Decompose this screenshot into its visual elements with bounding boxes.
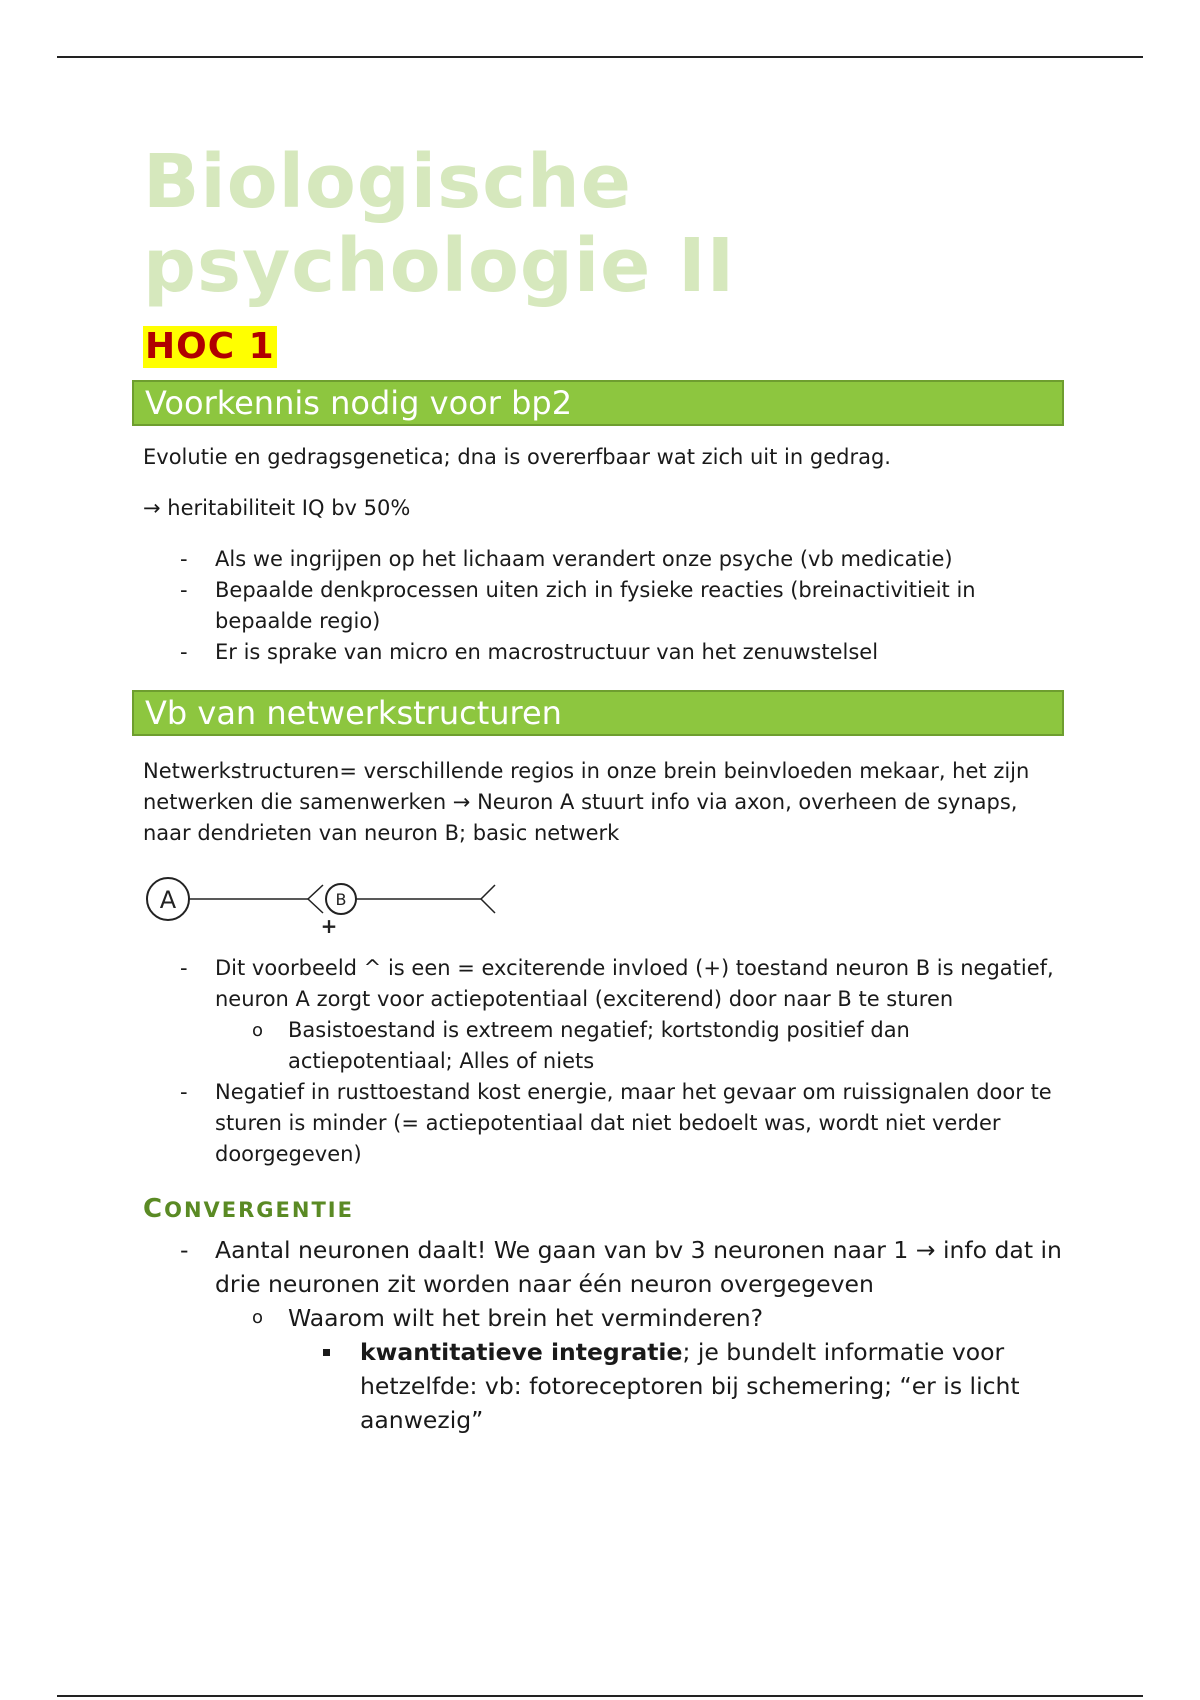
list-item: - Negatief in rusttoestand kost energie, maar het gevaar om ruissignalen door te sturen is minder (= actiepotentiaal dat niet bedoelt was, wordt niet verder doorgegeven) — [143, 1077, 1068, 1170]
list-item-text: Aantal neuronen daalt! We gaan van bv 3 neuronen naar 1 → info dat in drie neuronen zit worden naar één neuron overgegeven — [215, 1236, 1062, 1298]
excitatory-sign: + — [320, 914, 338, 938]
neuron-network-diagram — [143, 877, 503, 939]
axon-b-terminal — [481, 885, 495, 913]
subheading-initial: C — [143, 1194, 165, 1224]
bullet-list-netwerk — [143, 953, 1068, 1170]
paragraph-heritabiliteit: → heritabiliteit IQ bv 50% — [143, 496, 411, 520]
section-heading-voorkennis: Voorkennis nodig voor bp2 — [132, 380, 1064, 426]
sub-list — [215, 1301, 1068, 1437]
term-explanation: ; je bundelt informatie voor hetzelfde: vb: fotoreceptoren bij schemering; “er is licht aanwezig” — [360, 1338, 1020, 1434]
document-title — [143, 140, 1068, 308]
bullet-list-voorkennis — [143, 544, 1068, 668]
sub-sub-list — [288, 1335, 1068, 1437]
list-item: - Er is sprake van micro en macrostructuur van het zenuwstelsel — [143, 637, 1068, 668]
subheading-rest: ONVERGENTIE — [164, 1198, 354, 1222]
list-item: - Bepaalde denkprocessen uiten zich in fysieke reacties (breinactivitieit in bepaalde regio) — [143, 575, 1068, 637]
paragraph-evolutie: Evolutie en gedragsgenetica; dna is overerfbaar wat zich uit in gedrag. — [143, 445, 891, 469]
sub-list-item: o Basistoestand is extreem negatief; kortstondig positief dan actiepotentiaal; Alles of niets — [143, 1015, 1068, 1077]
sub-list-item — [143, 1301, 1068, 1437]
list-item-text: Dit voorbeeld ^ is een = exciterende invloed (+) toestand neuron B is negatief, neuron A zorgt voor actiepotentiaal (exciterend) door naar B te sturen — [215, 956, 1054, 1011]
list-item — [143, 953, 1068, 1077]
bottom-rule — [57, 1695, 1143, 1697]
title-line-1: Biologische — [143, 139, 632, 225]
paragraph-netwerkstructuren: Netwerkstructuren= verschillende regios in onze brein beinvloeden mekaar, het zijn netwerken die samenwerken → Neuron A stuurt info via axon, overheen de synaps, naar dendrieten van neuron B; basic netwerk — [143, 759, 1030, 845]
sub-list — [215, 1015, 1068, 1077]
top-rule — [57, 56, 1143, 58]
subheading-convergentie — [143, 1192, 1068, 1227]
sub-list-item-text: Waarom wilt het brein het verminderen? — [288, 1304, 764, 1332]
document-page — [143, 140, 1068, 1437]
list-item: - Als we ingrijpen op het lichaam verandert onze psyche (vb medicatie) — [143, 544, 1068, 575]
title-line-2: psychologie II — [143, 223, 736, 309]
neuron-b-label: B — [335, 890, 347, 909]
neuron-a-label: A — [159, 886, 177, 914]
list-item — [143, 1233, 1068, 1437]
bold-term: kwantitatieve integratie — [360, 1338, 683, 1366]
section-heading-netwerkstructuren: Vb van netwerkstructuren — [132, 690, 1064, 736]
hoc-label: HOC 1 — [145, 326, 275, 367]
bullet-list-convergentie — [143, 1233, 1068, 1437]
sub-sub-list-item — [215, 1335, 1068, 1437]
dendrite-b-fork — [308, 885, 323, 913]
